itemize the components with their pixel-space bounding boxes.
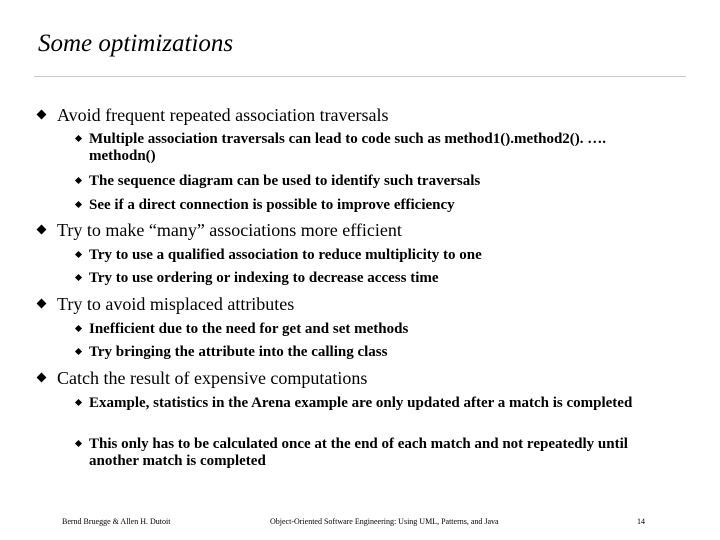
sub-bullet-point: [76, 270, 676, 287]
sub-bullet-text: Try to use a qualified association to reduce multiplicity to one: [89, 247, 482, 263]
sub-bullet-point: [76, 247, 676, 264]
footer-book-title: Object-Oriented Software Engineering: Using UML, Patterns, and Java: [270, 517, 499, 526]
sub-bullet-text: This only has to be calculated once at the end of each match and not repeatedly until another match is completed: [89, 436, 628, 469]
bullet-text: Try to avoid misplaced attributes: [57, 294, 295, 314]
small-diamond-bullet-icon: [75, 325, 82, 332]
bullet-text: Catch the result of expensive computations: [57, 368, 368, 388]
sub-bullet-point: [76, 321, 676, 338]
small-diamond-bullet-icon: [75, 274, 82, 281]
bullet-point: [38, 104, 389, 126]
bullet-point: [38, 219, 402, 241]
diamond-bullet-icon: [37, 299, 47, 309]
sub-bullet-text: Inefficient due to the need for get and set methods: [89, 321, 409, 337]
small-diamond-bullet-icon: [75, 399, 82, 406]
sub-bullet-text: The sequence diagram can be used to identify such traversals: [89, 173, 481, 189]
sub-bullet-text: See if a direct connection is possible to improve efficiency: [89, 197, 455, 213]
sub-bullet-text: Multiple association traversals can lead to code such as method1().method2(). …. methodn(): [89, 131, 607, 164]
footer-authors: Bernd Bruegge & Allen H. Dutoit: [62, 517, 171, 526]
sub-bullet-point: [76, 173, 676, 190]
diamond-bullet-icon: [37, 373, 47, 383]
sub-bullet-text: Example, statistics in the Arena example are only updated after a match is completed: [89, 395, 633, 411]
small-diamond-bullet-icon: [75, 177, 82, 184]
bullet-point: [38, 367, 367, 389]
small-diamond-bullet-icon: [75, 201, 82, 208]
small-diamond-bullet-icon: [75, 440, 82, 447]
diamond-bullet-icon: [37, 110, 47, 120]
sub-bullet-point: [76, 344, 676, 361]
small-diamond-bullet-icon: [75, 251, 82, 258]
bullet-point: [38, 293, 294, 315]
bullet-text: Try to make “many” associations more efficient: [57, 220, 402, 240]
sub-bullet-text: Try bringing the attribute into the calling class: [89, 344, 388, 360]
footer-page-number: 14: [637, 517, 645, 526]
small-diamond-bullet-icon: [75, 348, 82, 355]
sub-bullet-text: Try to use ordering or indexing to decrease access time: [89, 270, 439, 286]
sub-bullet-point: [76, 131, 676, 165]
bullet-text: Avoid frequent repeated association traversals: [57, 105, 389, 125]
sub-bullet-point: [76, 395, 676, 412]
sub-bullet-point: [76, 436, 676, 470]
sub-bullet-point: [76, 197, 676, 214]
diamond-bullet-icon: [37, 225, 47, 235]
title-divider: [34, 76, 686, 77]
small-diamond-bullet-icon: [75, 135, 82, 142]
slide-title: Some optimizations: [38, 30, 234, 57]
